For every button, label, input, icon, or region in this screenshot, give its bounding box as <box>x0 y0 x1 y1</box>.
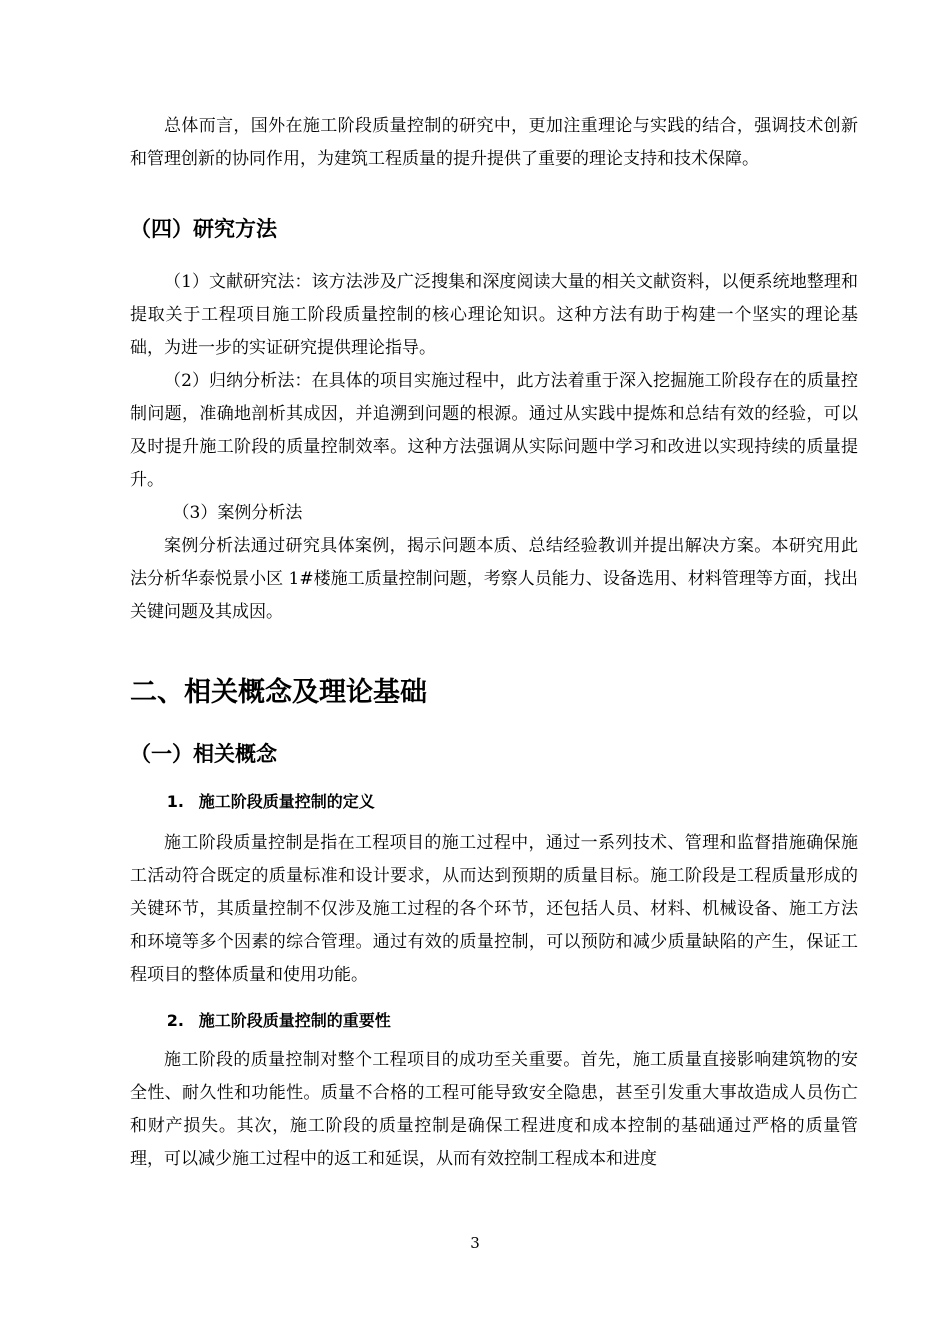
subheading-title: 施工阶段质量控制的重要性 <box>198 1011 391 1030</box>
section-heading-research-methods: （四）研究方法 <box>130 217 277 241</box>
subheading-number: 2. <box>166 1011 185 1030</box>
subheading-definition <box>130 789 858 815</box>
method-inductive-paragraph: （2）归纳分析法：在具体的项目实施过程中，此方法着重于深入挖掘施工阶段存在的质量控制问题，准确地剖析其成因，并追溯到问题的根源。通过从实践中提炼和总结有效的经验，可以及时提升施工阶段的质量控制效率。这种方法强调从实际问题中学习和改进以实现持续的质量提升。 <box>130 371 858 490</box>
subheading-number: 1. <box>166 792 185 811</box>
method-literature-paragraph: （1）文献研究法：该方法涉及广泛搜集和深度阅读大量的相关文献资料，以便系统地整理和提取关于工程项目施工阶段质量控制的核心理论知识。这种方法有助于构建一个坚实的理论基础，为进一步的实证研究提供理论指导。 <box>130 272 858 358</box>
subheading-importance <box>130 1008 858 1034</box>
method-case-paragraph: 案例分析法通过研究具体案例，揭示问题本质、总结经验教训并提出解决方案。本研究用此法分析华泰悦景小区 1#楼施工质量控制问题，考察人员能力、设备选用、材料管理等方面，找出关键问题及其成因。 <box>130 536 858 622</box>
method-case-label: （3）案例分析法 <box>172 503 303 523</box>
intro-paragraph: 总体而言，国外在施工阶段质量控制的研究中，更加注重理论与实践的结合，强调技术创新和管理创新的协同作用，为建筑工程质量的提升提供了重要的理论支持和技术保障。 <box>130 116 858 169</box>
page-number: 3 <box>470 1234 480 1252</box>
importance-paragraph: 施工阶段的质量控制对整个工程项目的成功至关重要。首先，施工质量直接影响建筑物的安全性、耐久性和功能性。质量不合格的工程可能导致安全隐患，甚至引发重大事故造成人员伤亡和财产损失。其次，施工阶段的质量控制是确保工程进度和成本控制的基础通过严格的质量管理，可以减少施工过程中的返工和延误，从而有效控制工程成本和进度 <box>130 1050 858 1169</box>
subheading-title: 施工阶段质量控制的定义 <box>198 792 375 811</box>
definition-paragraph: 施工阶段质量控制是指在工程项目的施工过程中，通过一系列技术、管理和监督措施确保施工活动符合既定的质量标准和设计要求，从而达到预期的质量目标。施工阶段是工程质量形成的关键环节，其质量控制不仅涉及施工过程的各个环节，还包括人员、材料、机械设备、施工方法和环境等多个因素的综合管理。通过有效的质量控制，可以预防和减少质量缺陷的产生，保证工程项目的整体质量和使用功能。 <box>130 833 858 985</box>
section-heading-related-concepts: （一）相关概念 <box>130 742 277 766</box>
chapter-heading-concepts: 二、相关概念及理论基础 <box>130 677 427 708</box>
